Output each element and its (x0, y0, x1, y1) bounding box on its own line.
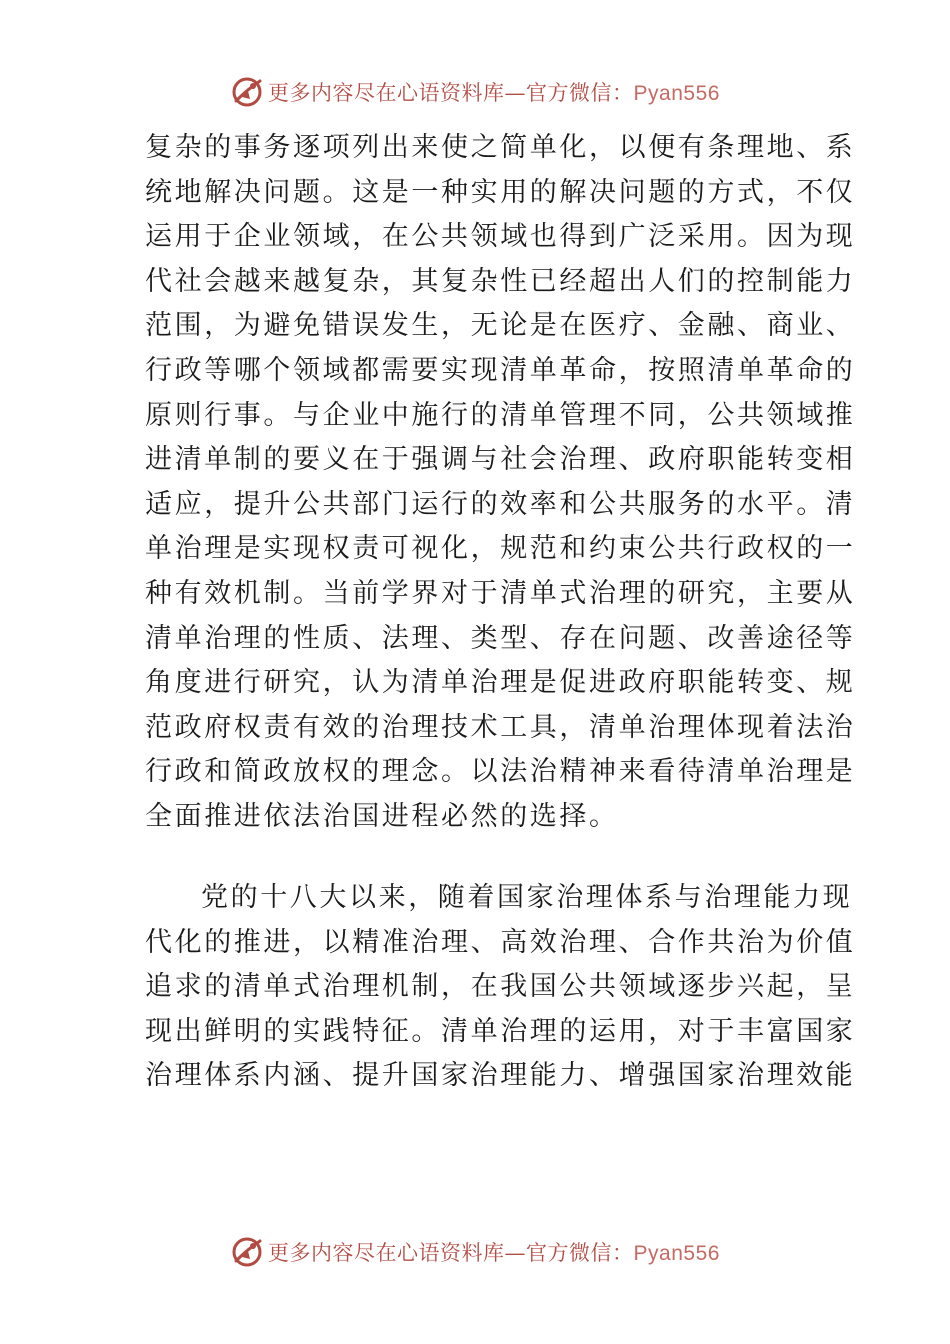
footer-banner (0, 1232, 950, 1272)
text-line: 范围，为避免错误发生，无论是在医疗、金融、商业、 (145, 310, 856, 342)
text-line: 单治理是实现权责可视化，规范和约束公共行政权的一 (145, 533, 856, 565)
header-banner (0, 72, 950, 112)
text-line: 范政府权责有效的治理技术工具，清单治理体现着法治 (145, 711, 856, 743)
text-line: 进清单制的要义在于强调与社会治理、政府职能转变相 (145, 444, 856, 476)
text-line: 代化的推进，以精准治理、高效治理、合作共治为价值 (145, 926, 856, 958)
text-line: 清单治理的性质、法理、类型、存在问题、改善途径等 (145, 622, 856, 654)
logo-icon (230, 1235, 264, 1269)
text-line: 全面推进依法治国进程必然的选择。 (145, 800, 619, 832)
text-line: 运用于企业领域，在公共领域也得到广泛采用。因为现 (145, 221, 856, 253)
footer-banner-text (268, 1237, 720, 1267)
text-line: 党的十八大以来，随着国家治理体系与治理能力现 (201, 882, 853, 913)
text-line: 行政等哪个领域都需要实现清单革命，按照清单革命的 (145, 354, 856, 386)
text-line: 现出鲜明的实践特征。清单治理的运用，对于丰富国家 (145, 1015, 856, 1047)
text-line: 角度进行研究，认为清单治理是促进政府职能转变、规 (145, 667, 856, 699)
header-wechat-id: Pyan556 (633, 82, 720, 105)
paragraph-2 (145, 876, 856, 1099)
text-line: 原则行事。与企业中施行的清单管理不同，公共领域推 (145, 399, 856, 431)
text-line: 种有效机制。当前学界对于清单式治理的研究，主要从 (145, 577, 856, 609)
header-banner-text (268, 77, 720, 107)
text-line: 追求的清单式治理机制，在我国公共领域逐步兴起，呈 (145, 971, 856, 1003)
text-line: 复杂的事务逐项列出来使之简单化，以便有条理地、系 (145, 132, 856, 163)
logo-icon (230, 75, 264, 109)
header-banner-main: 更多内容尽在心语资料库—官方微信： (268, 81, 634, 105)
text-line: 治理体系内涵、提升国家治理能力、增强国家治理效能 (145, 1060, 856, 1092)
footer-banner-main: 更多内容尽在心语资料库—官方微信： (268, 1241, 634, 1265)
text-line: 代社会越来越复杂，其复杂性已经超出人们的控制能力 (145, 265, 856, 297)
paragraph-1 (145, 126, 856, 840)
text-line: 行政和简政放权的理念。以法治精神来看待清单治理是 (145, 756, 856, 788)
footer-wechat-id: Pyan556 (633, 1242, 720, 1265)
text-line: 统地解决问题。这是一种实用的解决问题的方式，不仅 (145, 176, 856, 208)
text-line: 适应，提升公共部门运行的效率和公共服务的水平。清 (145, 488, 856, 520)
